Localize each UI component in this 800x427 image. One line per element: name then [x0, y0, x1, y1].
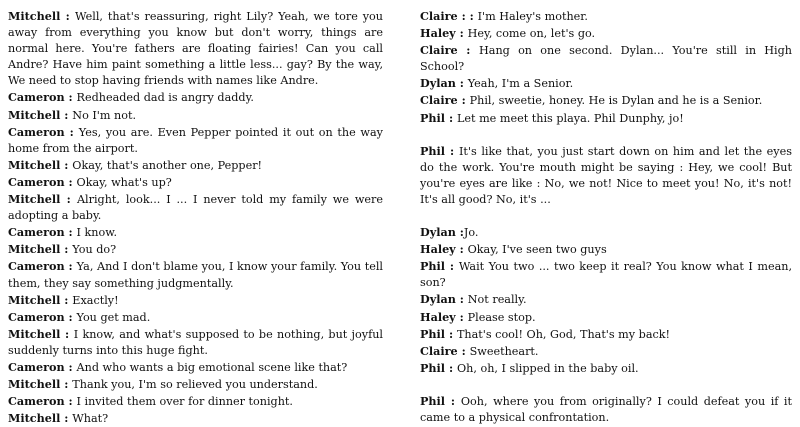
speaker-separator: : — [64, 309, 77, 324]
speaker-separator: : — [445, 393, 461, 408]
speaker-separator: : — [60, 107, 73, 122]
speaker-separator: : — [457, 343, 470, 358]
speaker-separator: : — [64, 225, 77, 240]
dialogue-text: Let me meet this playa. Phil Dunphy, jo! — [456, 111, 684, 125]
speaker-separator: : — [64, 124, 79, 139]
speaker-separator: : — [455, 292, 468, 307]
dialogue-line — [8, 393, 383, 410]
dialogue-line — [420, 75, 792, 92]
left-column — [8, 8, 383, 427]
dialogue-line — [420, 326, 792, 343]
dialogue-line — [8, 224, 383, 241]
dialogue-text: What? — [72, 412, 109, 426]
speaker-separator: : : — [457, 9, 478, 23]
dialogue-text: Exactly! — [72, 293, 119, 307]
dialogue-text: Ooh, where you from originally? I could defeat you if it came to a physical confrontation. — [420, 394, 793, 424]
dialogue-text: Yes, you are. Even Pepper pointed it out on the way home from the airport. — [8, 125, 383, 155]
dialogue-line — [8, 8, 383, 89]
speaker-name: Cameron — [8, 259, 65, 274]
dialogue-line — [8, 376, 383, 393]
dialogue-line — [420, 143, 792, 208]
dialogue-line — [8, 107, 383, 124]
speaker-name: Dylan — [420, 76, 456, 91]
speaker-name: Mitchell — [8, 242, 61, 257]
dialogue-line — [8, 124, 383, 157]
dialogue-text: I invited them over for dinner tonight. — [76, 395, 293, 409]
dialogue-line — [420, 360, 792, 377]
dialogue-line — [420, 291, 792, 308]
speaker-name: Mitchell — [8, 157, 61, 172]
dialogue-line — [8, 359, 383, 376]
dialogue-text: Thank you, I'm so relieved you understand. — [72, 378, 318, 392]
dialogue-text: And who wants a big emotional scene like that? — [76, 360, 348, 374]
speaker-name: Mitchell — [8, 292, 61, 307]
dialogue-text: Alright, look... I ... I never told my family we were adopting a baby. — [8, 193, 384, 223]
speaker-separator: : — [64, 359, 77, 374]
dialogue-line — [420, 258, 792, 291]
speaker-separator: : — [64, 174, 77, 189]
speaker-separator: : — [60, 411, 73, 426]
dialogue-line — [8, 326, 383, 359]
speaker-name: Claire — [420, 43, 458, 58]
dialogue-text: Jo. — [463, 226, 479, 240]
speaker-separator: : — [60, 377, 73, 392]
speaker-separator: : — [60, 326, 74, 341]
dialogue-line — [420, 25, 792, 42]
dialogue-text: Hey, come on, let's go. — [467, 27, 596, 41]
dialogue-text: That's cool! Oh, God, That's my back! — [456, 327, 671, 341]
speaker-separator: : — [445, 259, 459, 274]
dialogue-line — [420, 110, 792, 127]
dialogue-line — [8, 191, 383, 224]
speaker-name: Claire — [420, 343, 458, 358]
speaker-separator: : — [60, 192, 77, 207]
dialogue-text: Yeah, I'm a Senior. — [467, 77, 574, 91]
speaker-name: Mitchell — [8, 326, 61, 341]
dialogue-text: Sweetheart. — [469, 344, 539, 358]
speaker-name: Phil — [420, 326, 446, 341]
speaker-separator: : — [60, 157, 73, 172]
speaker-name: Cameron — [8, 225, 65, 240]
speaker-name: Haley — [420, 26, 456, 41]
speaker-separator: : — [445, 360, 457, 375]
speaker-separator: : — [455, 76, 468, 91]
dialogue-text: Phil, sweetie, honey. He is Dylan and he is a Senior. — [469, 94, 763, 108]
speaker-separator: : — [445, 143, 460, 158]
speaker-name: Cameron — [8, 90, 65, 105]
dialogue-text: I know, and what's supposed to be nothing, but joyful suddenly turns into this huge fight. — [8, 327, 384, 357]
speaker-name: Phil — [420, 143, 446, 158]
speaker-name: Phil — [420, 259, 446, 274]
dialogue-text: It's like that, you just start down on him and let the eyes do the work. You're mouth might be saying : Hey, we cool! But you're eyes are like : No, we not! Nice to meet you! No, it's not! It's all good? No, it's ... — [420, 144, 792, 206]
speaker-name: Claire — [420, 9, 458, 23]
speaker-name: Cameron — [8, 309, 65, 324]
speaker-separator: : — [445, 110, 457, 125]
dialogue-text: You do? — [72, 243, 117, 257]
speaker-name: Dylan — [420, 292, 456, 307]
dialogue-text: Ya, And I don't blame you, I know your family. You tell them, they say something judgmentally. — [8, 260, 383, 290]
dialogue-line — [8, 410, 383, 427]
dialogue-text: Well, that's reassuring, right Lily? Yeah, we tore you away from everything you know but don't worry, things are normal here. You're fathers are floating fairies! Can you call Andre? Have him paint something a little less... gay? By the way, We need to stop having friends with names like Andre. — [8, 10, 383, 88]
speaker-name: Phil — [420, 393, 446, 408]
dialogue-line — [420, 241, 792, 258]
speaker-name: Mitchell — [8, 9, 61, 23]
dialogue-line — [420, 92, 792, 109]
speaker-name: Haley — [420, 242, 456, 257]
speaker-name: Cameron — [8, 359, 65, 374]
paragraph-gap — [420, 377, 792, 393]
speaker-name: Mitchell — [8, 411, 61, 426]
speaker-separator: : — [64, 259, 77, 274]
paragraph-gap — [420, 127, 792, 143]
speaker-separator: : — [64, 394, 77, 409]
speaker-separator: : — [455, 309, 468, 324]
speaker-separator: : — [445, 326, 457, 341]
dialogue-text: Redheaded dad is angry daddy. — [76, 91, 254, 105]
dialogue-text: Please stop. — [467, 310, 536, 324]
dialogue-text: Okay, what's up? — [76, 175, 172, 189]
speaker-separator: : — [64, 90, 77, 105]
speaker-name: Cameron — [8, 124, 65, 139]
dialogue-line — [8, 258, 383, 291]
dialogue-text: Okay, I've seen two guys — [467, 243, 607, 257]
paragraph-gap — [420, 208, 792, 224]
dialogue-line — [420, 224, 792, 241]
dialogue-line — [8, 292, 383, 309]
dialogue-text: I know. — [76, 226, 118, 240]
speaker-name: Mitchell — [8, 377, 61, 392]
dialogue-text: Wait You two ... two keep it real? You know what I mean, son? — [420, 260, 792, 290]
dialogue-line — [8, 309, 383, 326]
dialogue-line — [8, 174, 383, 191]
dialogue-line — [420, 8, 792, 25]
speaker-separator: : — [457, 43, 480, 58]
dialogue-text: I'm Haley's mother. — [477, 10, 588, 23]
speaker-name: Phil — [420, 110, 446, 125]
dialogue-line — [420, 309, 792, 326]
dialogue-line — [420, 42, 792, 75]
dialogue-text: Okay, that's another one, Pepper! — [72, 158, 263, 172]
dialogue-text: No I'm not. — [72, 108, 137, 122]
dialogue-text: Hang on one second. Dylan... You're still in High School? — [420, 44, 792, 74]
speaker-separator: : — [60, 292, 73, 307]
dialogue-text: Oh, oh, I slipped in the baby oil. — [456, 361, 639, 375]
speaker-name: Cameron — [8, 394, 65, 409]
speaker-name: Cameron — [8, 174, 65, 189]
dialogue-line — [420, 393, 792, 426]
speaker-separator: : — [60, 242, 73, 257]
dialogue-text: Not really. — [467, 293, 527, 307]
dialogue-text: You get mad. — [76, 310, 151, 324]
dialogue-line — [8, 89, 383, 106]
dialogue-line — [420, 343, 792, 360]
dialogue-line — [8, 157, 383, 174]
speaker-separator: : — [60, 9, 76, 23]
speaker-name: Mitchell — [8, 192, 61, 207]
speaker-separator: : — [457, 93, 470, 108]
right-column — [420, 8, 792, 426]
speaker-separator: : — [455, 26, 468, 41]
speaker-name: Mitchell — [8, 107, 61, 122]
dialogue-line — [8, 241, 383, 258]
speaker-name: Phil — [420, 360, 446, 375]
speaker-name: Claire — [420, 93, 458, 108]
speaker-separator: : — [455, 225, 464, 240]
speaker-separator: : — [455, 242, 468, 257]
speaker-name: Dylan — [420, 225, 456, 240]
speaker-name: Haley — [420, 309, 456, 324]
